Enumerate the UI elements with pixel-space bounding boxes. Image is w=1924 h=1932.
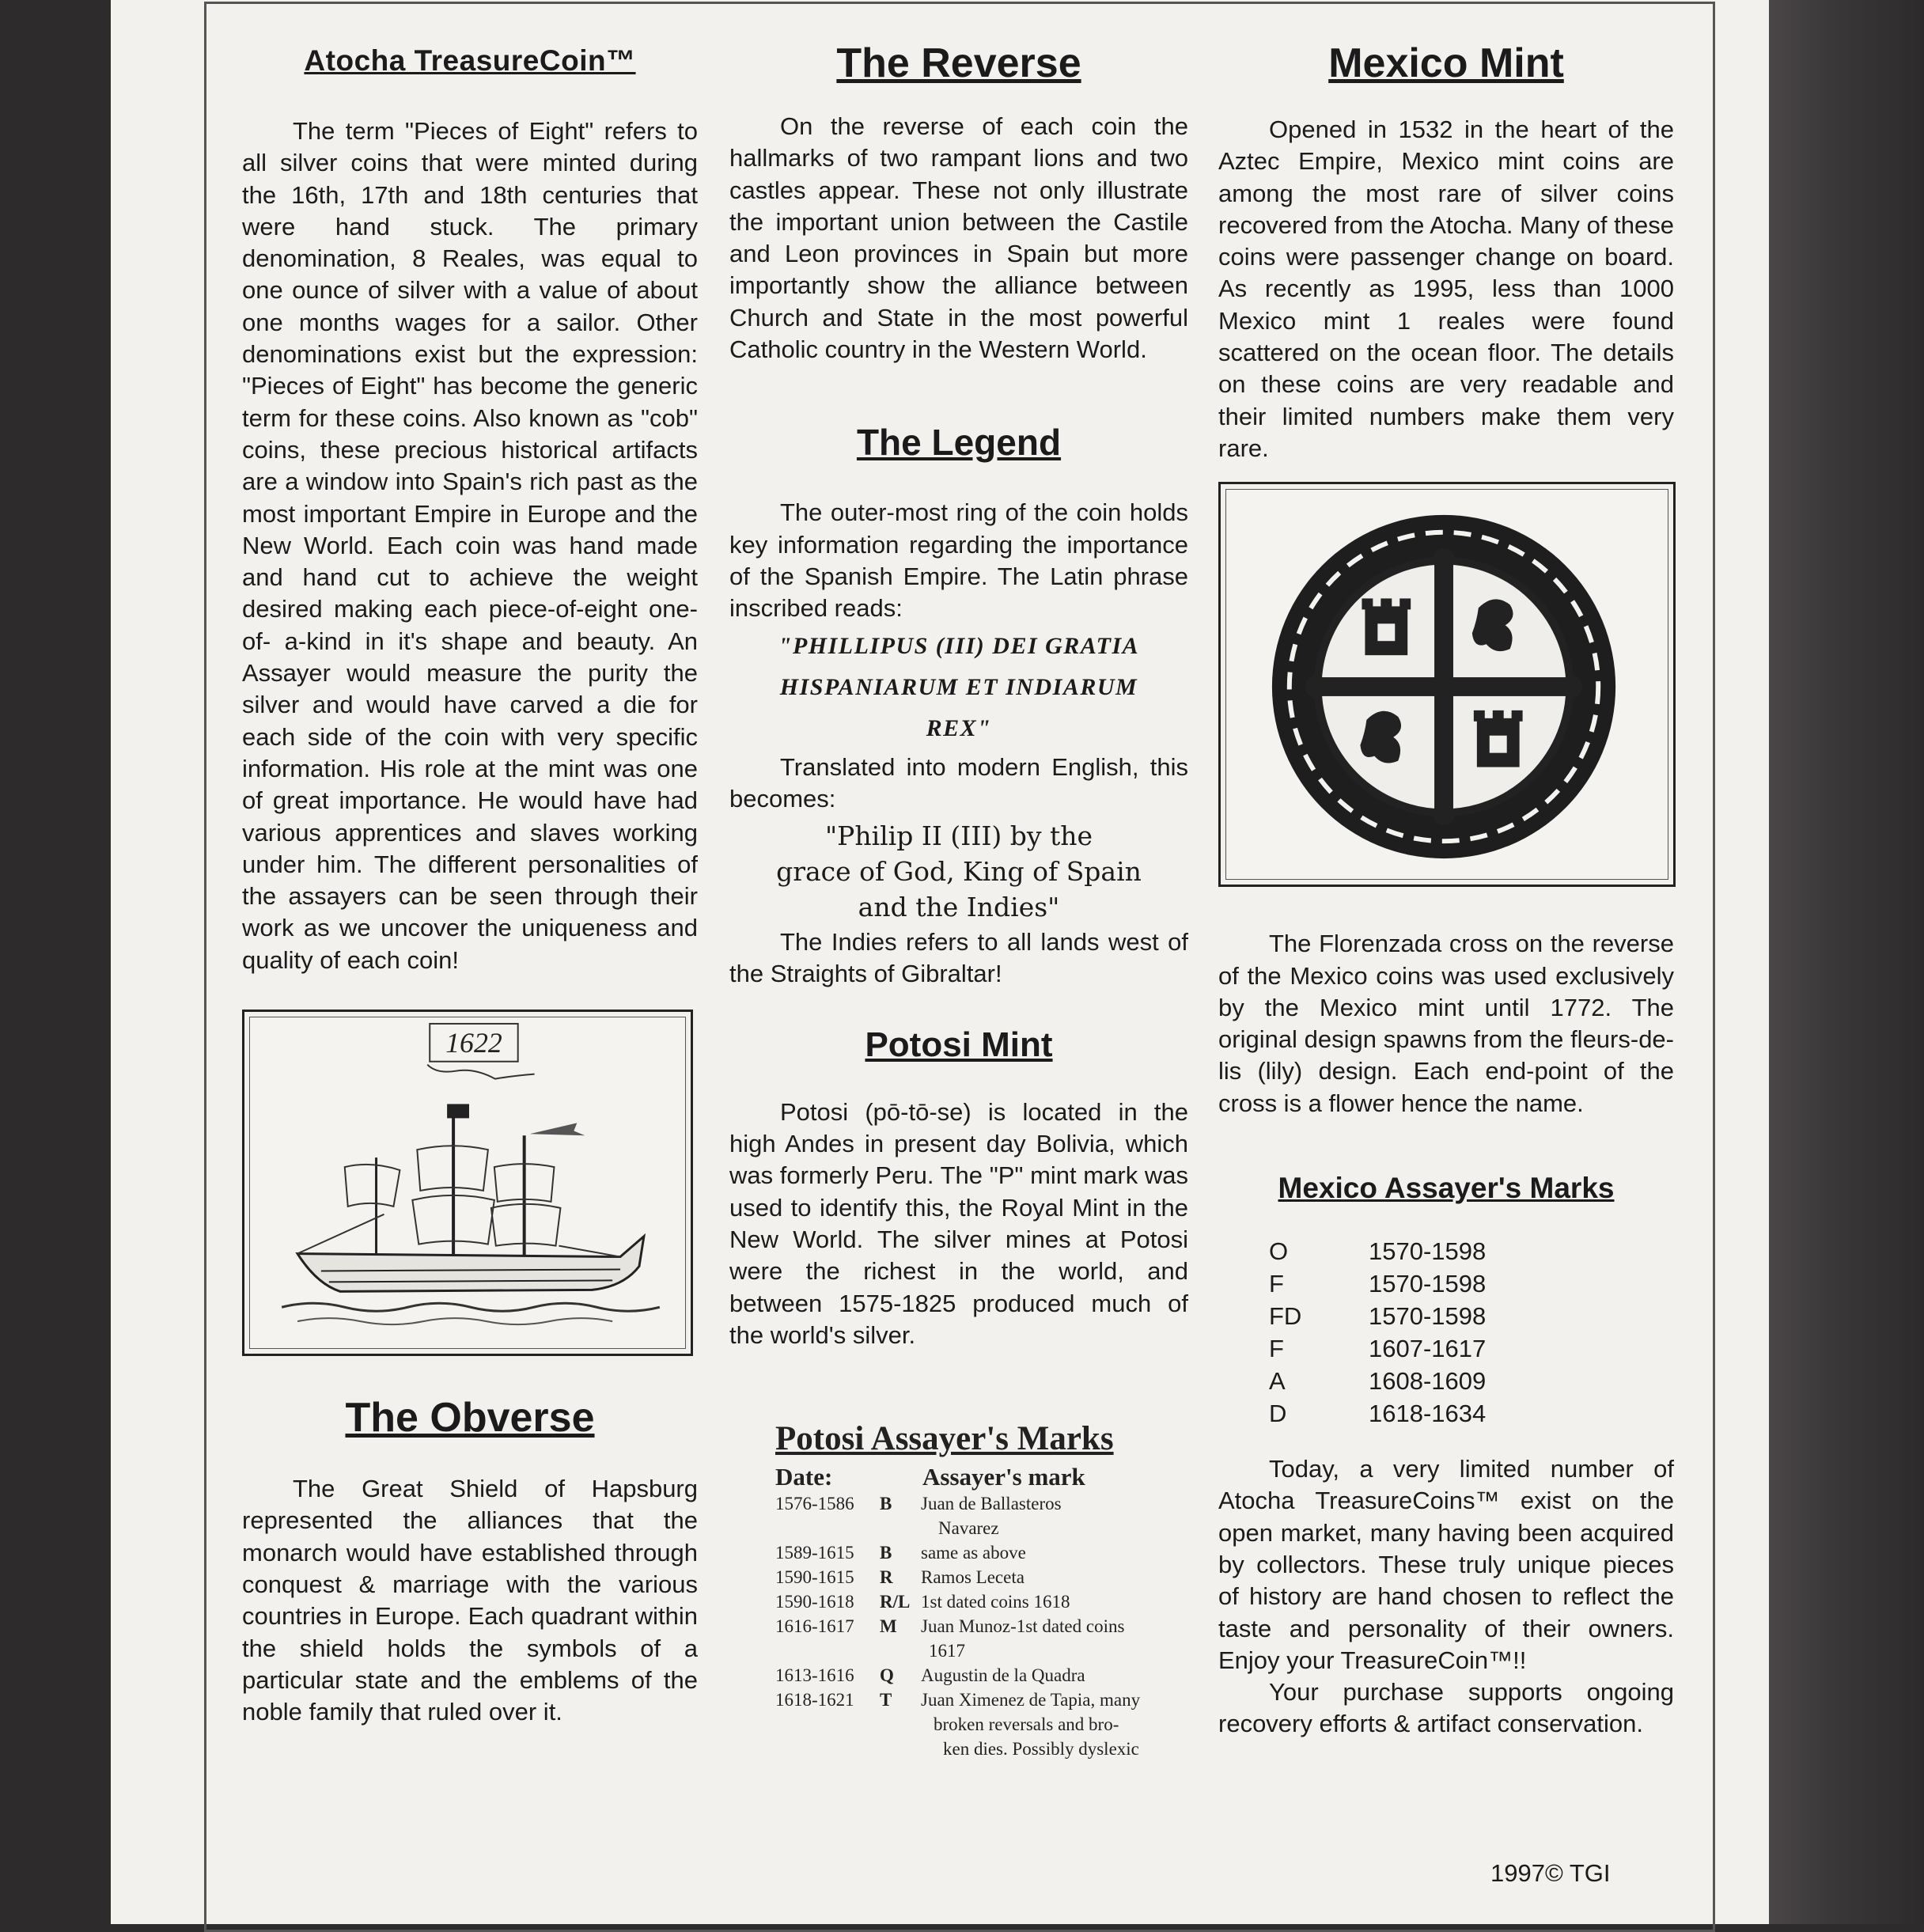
table-row [775, 1565, 1188, 1589]
obverse-heading: The Obverse [345, 1395, 595, 1441]
florenzada-cross-paragraph: The Florenzada cross on the reverse of the Mexico coins was used exclusively by the Mexico mint until 1772. The original design spawns from the fleurs-de-lis (lily) design. Each end-point of the cross is a flower hence the name. [1218, 930, 1674, 1117]
row-continuation: Navarez [938, 1518, 999, 1539]
potosi-paragraph: Potosi (pō-tō-se) is located in the high Andes in present day Bolivia, which was formerly Peru. The "P" mint mark was used to identify this, the Royal Mint in the New World. The silver mines at Potosi were the richest in the world, and between 1575-1825 produced much of the world's silver. [729, 1097, 1188, 1349]
pieces-of-eight-paragraph: The term "Pieces of Eight" refers to all silver coins that were minted during the 16th, 17th and 18th centuries that were hand stuck. The primary denomination, 8 Reales, was equal to one ounce of silver with a value of about one months wages for a sailor. Other denominations exist but the expression: "Pieces of Eight" has become the generic term for these coins. Also known as "cob" coins, these precious historical artifacts are a window into Spain's rich past as the most important Empire in Europe and the New World. Each coin was hand made and hand cut to achieve the weight desired making each piece-of-eight one-of- a-kind in it's shape and beauty. An Assayer would measure the purity the silver and would have carved a die for each side of the coin with very specific information. His role at the mint was one of great importance. He would have had various apprentices and slaves working under him. The different personalities of the assayers can be seen through their work as we uncover the uniqueness and quality of each coin! [242, 117, 698, 974]
row-name: same as above [921, 1543, 1026, 1563]
translation-line-1: "Philip II (III) by the [824, 820, 1093, 852]
row-date: 1616-1617 [775, 1616, 854, 1637]
row-name: 1st dated coins 1618 [921, 1592, 1070, 1612]
mark-letter: F [1269, 1270, 1284, 1298]
potosi-table-header [775, 1463, 1188, 1491]
reverse-heading: The Reverse [836, 40, 1081, 86]
reverse-paragraph: On the reverse of each coin the hallmarks of two rampant lions and two castles appear. These not only illustrate the important union between the Castile and Leon provinces in Spain but more importantly show the alliance between Church and State in the most powerful Catholic country in the Western World. [729, 112, 1188, 364]
left-column [242, 40, 698, 1728]
list-item [1269, 1267, 1674, 1300]
latin-line-1: "PHILLIPUS (III) DEI GRATIA [778, 632, 1140, 659]
row-continuation: 1617 [929, 1641, 965, 1661]
row-date: 1576-1586 [775, 1494, 854, 1514]
row-continuation: broken reversals and bro- [934, 1714, 1119, 1735]
obverse-paragraph: The Great Shield of Hapsburg represented the alliances that the monarch would have established through conquest & marriage with the various countries in Europe. Each quadrant within the shield holds the symbols of a particular state and the emblems of the noble family that ruled over it. [242, 1475, 698, 1726]
row-name: Ramos Leceta [921, 1567, 1024, 1588]
translation-line-2: grace of God, King of Spain [776, 856, 1142, 888]
mark-years: 1618-1634 [1369, 1400, 1487, 1428]
list-item [1269, 1365, 1674, 1397]
table-row [775, 1614, 1188, 1638]
potosi-heading: Potosi Mint [865, 1025, 1053, 1064]
mark-years: 1570-1598 [1369, 1302, 1487, 1331]
legend-heading: The Legend [856, 422, 1062, 464]
mexico-mint-heading: Mexico Mint [1328, 40, 1564, 86]
middle-column [729, 40, 1188, 1761]
mark-letter: D [1269, 1400, 1287, 1428]
row-date: 1590-1615 [775, 1567, 854, 1588]
mark-years: 1570-1598 [1369, 1237, 1487, 1266]
ship-year: 1622 [445, 1026, 502, 1059]
copyright: 1997© TGI [1484, 1858, 1611, 1889]
row-letter: Q [880, 1665, 894, 1686]
mexico-mint-paragraph: Opened in 1532 in the heart of the Aztec Empire, Mexico mint coins are among the most rare of silver coins recovered from the Atocha. Many of these coins were passenger change on board. As recently as 1995, less than 1000 Mexico mint 1 reales were found scattered on the ocean floor. The details on these coins are very readable and their limited numbers make them very rare. [1218, 116, 1674, 462]
table-row [775, 1688, 1188, 1712]
row-name: Augustin de la Quadra [921, 1665, 1085, 1686]
coin-illustration [1218, 482, 1676, 887]
row-date: 1589-1615 [775, 1543, 854, 1563]
background-right [1769, 0, 1924, 1924]
ship-illustration [242, 1010, 693, 1356]
row-date: 1590-1618 [775, 1592, 854, 1612]
table-row [775, 1663, 1188, 1688]
translation-line-3: and the Indies" [858, 892, 1060, 923]
mark-column-header: Assayer's mark [922, 1463, 1085, 1491]
latin-line-2: HISPANIARUM ET INDIARUM [779, 673, 1138, 700]
row-letter: B [880, 1543, 892, 1563]
list-item [1269, 1235, 1674, 1267]
potosi-assayer-table [775, 1419, 1188, 1761]
row-letter: B [880, 1494, 892, 1514]
latin-line-3: REX" [926, 714, 992, 741]
mark-letter: A [1269, 1367, 1286, 1396]
row-continuation: ken dies. Possibly dyslexic [943, 1739, 1139, 1760]
mark-years: 1607-1617 [1369, 1335, 1487, 1363]
table-row [775, 1540, 1188, 1565]
row-date: 1613-1616 [775, 1665, 854, 1686]
coin-icon [1226, 490, 1668, 879]
table-row [775, 1589, 1188, 1614]
row-letter: R [880, 1567, 893, 1588]
translated-intro: Translated into modern English, this becomes: [729, 752, 1188, 813]
row-name: Juan Munoz-1st dated coins [921, 1616, 1125, 1637]
right-column [1218, 40, 1674, 1887]
legend-paragraph: The outer-most ring of the coin holds key information regarding the importance of the Spanish Empire. The Latin phrase inscribed reads: [729, 498, 1188, 623]
mark-letter: F [1269, 1335, 1284, 1363]
indies-note: The Indies refers to all lands west of the Straights of Gibraltar! [729, 928, 1188, 988]
mark-letter: O [1269, 1237, 1289, 1266]
mexico-marks-list [1269, 1235, 1674, 1430]
row-name: Juan de Ballasteros [921, 1494, 1062, 1514]
row-letter: R/L [880, 1592, 911, 1612]
table-row [775, 1491, 1188, 1516]
galleon-icon [250, 1017, 685, 1348]
mark-years: 1608-1609 [1369, 1367, 1487, 1396]
list-item [1269, 1300, 1674, 1332]
today-paragraph: Today, a very limited number of Atocha TreasureCoins™ exist on the open market, many having been acquired by collectors. These truly unique pieces of history are hand chosen to reflect the taste and personality of their owners. Enjoy your TreasureCoin™!! [1218, 1455, 1674, 1674]
row-letter: T [880, 1690, 892, 1710]
mark-years: 1570-1598 [1369, 1270, 1487, 1298]
purchase-paragraph: Your purchase supports ongoing recovery efforts & artifact conservation. [1218, 1678, 1674, 1738]
list-item [1269, 1397, 1674, 1430]
mexico-marks-heading: Mexico Assayer's Marks [1278, 1172, 1615, 1205]
row-name: Juan Ximenez de Tapia, many [921, 1690, 1141, 1710]
row-date: 1618-1621 [775, 1690, 854, 1710]
potosi-marks-heading: Potosi Assayer's Marks [775, 1420, 1114, 1458]
row-letter: M [880, 1616, 897, 1637]
mark-letter: FD [1269, 1302, 1302, 1331]
list-item [1269, 1332, 1674, 1365]
atocha-heading: Atocha TreasureCoin™ [304, 44, 636, 77]
date-column-header: Date: [775, 1463, 833, 1491]
